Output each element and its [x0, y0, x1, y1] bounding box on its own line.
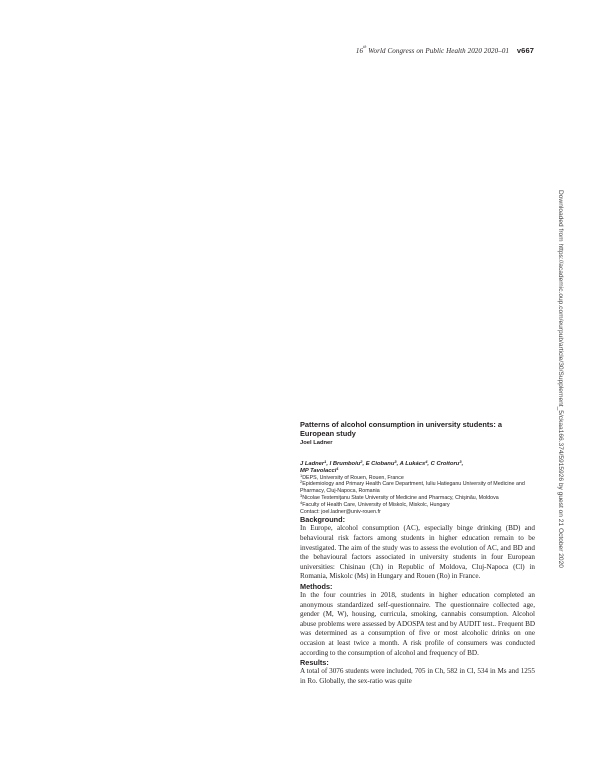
- section-heading-background: Background:: [300, 515, 345, 525]
- author: I Brumboiu$^2$,: [329, 458, 366, 467]
- author-list: [300, 458, 535, 475]
- section-text-results: A total of 3076 students were included, 705 in Ch, 582 in Cl, 534 in Ms and 1255 in Ro. Globally, the sex-ratio was quite: [300, 667, 535, 685]
- section-heading-results: Results:: [300, 658, 329, 668]
- section-text-background: In Europe, alcohol consumption (AC), especially binge drinking (BD) and behavioural risk factors among students in higher education remain to be investigated. The aim of the study was to assess the evolution of AC, and BD and the behavioural factors associated in university students in four European universities: Chisinau (Ch) in Republic of Moldova, Cluj-Napoca (Cl) in Romania, Miskolc (Ms) in Hungary and Rouen (Ro) in France.: [300, 524, 535, 581]
- page-number: v667: [516, 46, 534, 55]
- section-text-methods: In the four countries in 2018, students in higher education completed an anonymous standardized self-questionnaire. The questionnaire collected age, gender (M, W), housing, curricula, smoking, cannabis consumption. Alcohol abuse problems were assessed by ADOSPA test and by AUDIT test.. Frequent BD was determined as a consumption of five or most alcoholic drinks on one occasion at least twice a month. A risk profile of consumers was conducted according to the consumption of alcohol and frequency of BD.: [300, 590, 535, 657]
- author: MP Tavolacci$^1$: [300, 465, 339, 474]
- author: J Ladner$^1$,: [300, 458, 330, 467]
- journal-reference: 16th World Congress on Public Health 2020 2020–01: [355, 44, 510, 55]
- article-title: Patterns of alcohol consumption in university students: a European study: [300, 420, 503, 438]
- author: C Croitoru$^3$,: [430, 458, 464, 467]
- presenting-author: Joel Ladner: [300, 440, 333, 446]
- affiliation: $^2$Epidemiology and Primary Health Care Department, Iuliu Hatieganu University of Medicine and Pharmacy, Cluj-Napoca, Romania: [300, 479, 525, 495]
- running-header: [356, 46, 534, 55]
- affiliation: $^1$DEPS, University of Rouen, Rouen, France: [300, 472, 404, 481]
- download-watermark: Downloaded from https://academic.oup.com/eurpub/article/30/Supplement_5/ckaa166.374/5915926 by guest on 21 October 2020: [557, 190, 564, 568]
- author: E Ciobanu$^3$,: [365, 458, 400, 467]
- abstract: [300, 420, 535, 686]
- section-heading-methods: Methods:: [300, 581, 333, 591]
- contact-email: Contact: joel.ladner@univ-rouen.fr: [300, 508, 381, 515]
- author: A Lukács$^4$,: [399, 458, 431, 467]
- affiliation: $^3$Nicolae Testemiţanu State University of Medicine and Pharmacy, Chişinău, Moldova: [300, 492, 499, 501]
- affiliation: $^4$Faculty of Health Care, University of Miskolc, Miskolc, Hungary: [300, 499, 450, 508]
